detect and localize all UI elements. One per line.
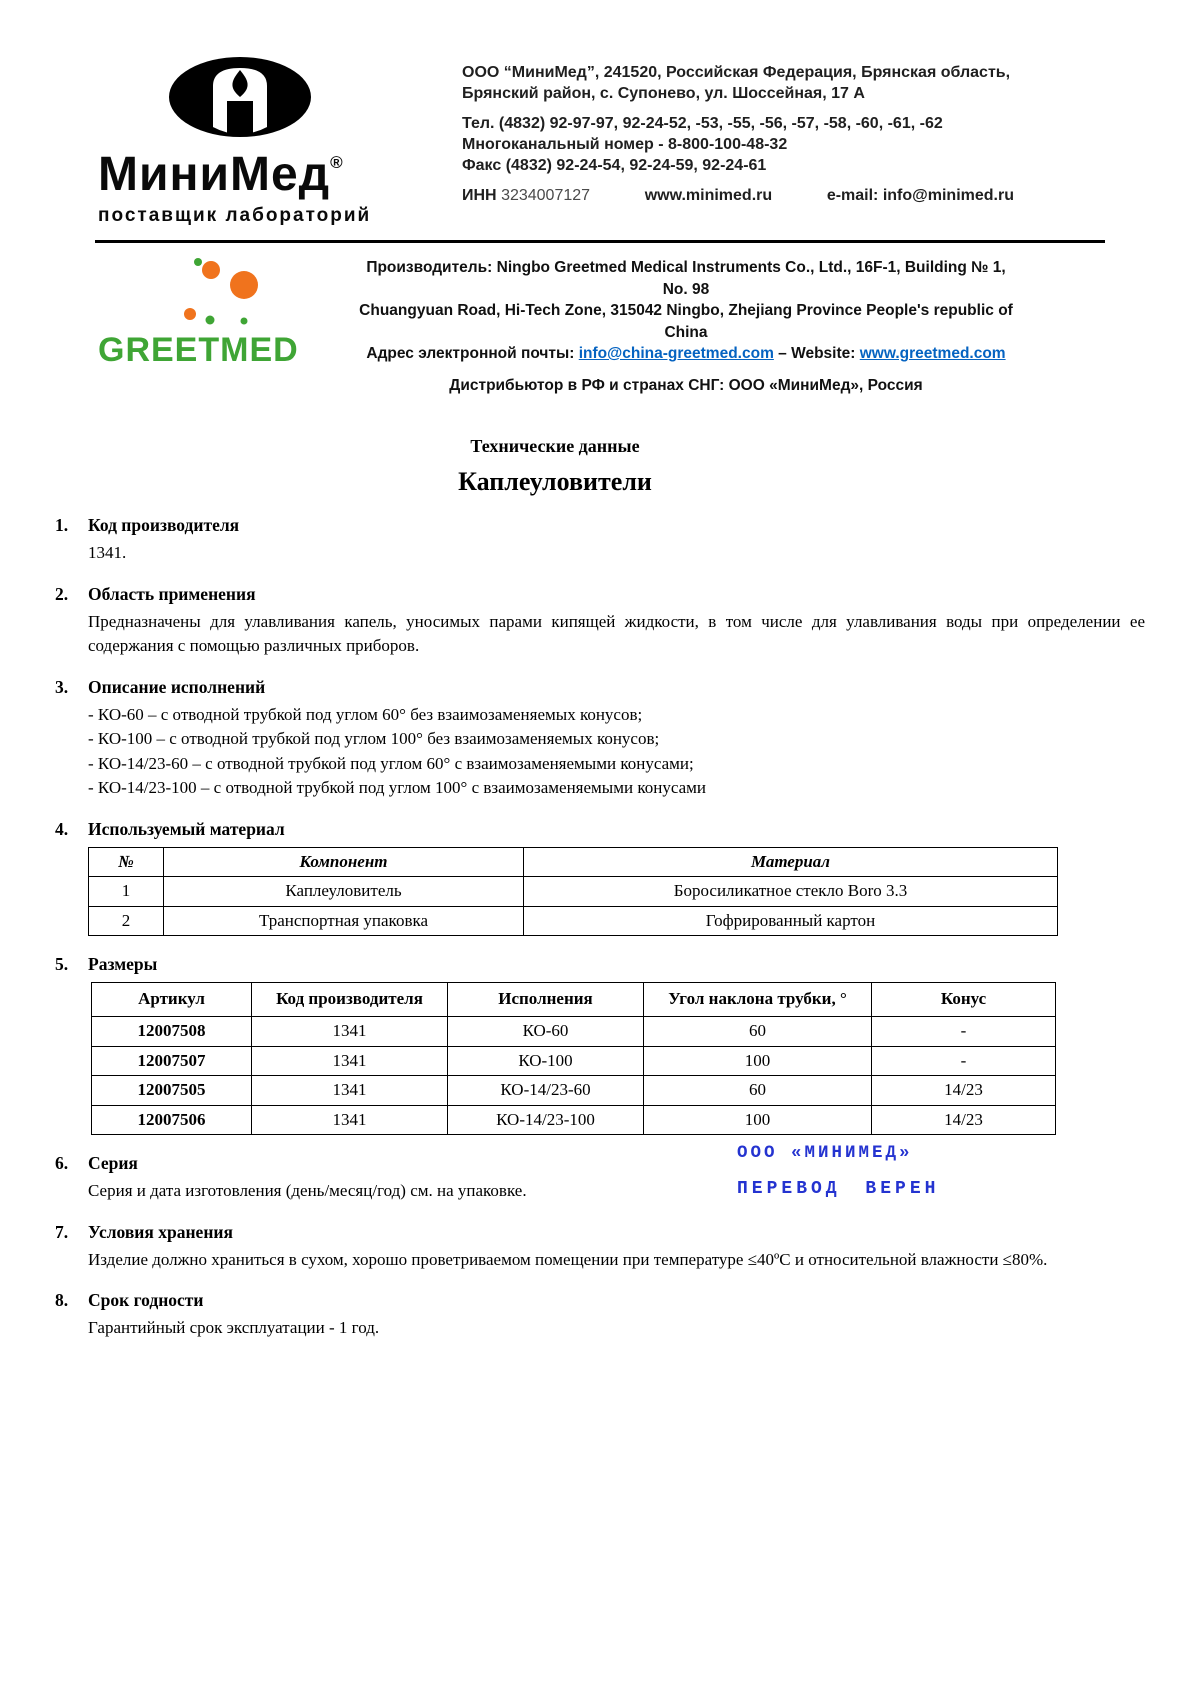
col-header-cone: Конус [872, 983, 1056, 1017]
table-header-row [89, 847, 1058, 877]
section-storage-conditions [55, 1220, 1145, 1273]
inn-site-email-row [462, 185, 1014, 206]
section-number: 7. [55, 1221, 69, 1242]
minimed-logo-text [98, 138, 408, 200]
section-application-area [55, 582, 1145, 659]
section-versions [55, 675, 1145, 801]
multichannel-line: Многоканальный номер - 8-800-100-48-32 [462, 136, 788, 153]
cell: 2 [89, 906, 164, 936]
col-header-article: Артикул [92, 983, 252, 1017]
cell: - [872, 1017, 1056, 1047]
cell: КО-14/23-100 [448, 1105, 644, 1135]
table-row [92, 1076, 1056, 1106]
section-heading [55, 675, 1145, 699]
table-header-row [92, 983, 1056, 1017]
section-shelf-life [55, 1288, 1145, 1341]
section-title: Условия хранения [88, 1221, 233, 1242]
col-header-tube-angle: Угол наклона трубки, ° [644, 983, 872, 1017]
section-sizes [55, 952, 1145, 1135]
sizes-table [91, 982, 1056, 1135]
cell: Каплеуловитель [164, 877, 524, 907]
section-heading [55, 1151, 1145, 1175]
manufacturer-info [354, 253, 1018, 396]
section-heading [55, 1220, 1145, 1244]
contact-block [462, 56, 1022, 227]
section-number: 6. [55, 1153, 69, 1173]
section-number: 8. [55, 1290, 69, 1310]
cell: 60 [644, 1017, 872, 1047]
cell: - [872, 1046, 1056, 1076]
section-series [55, 1143, 1145, 1204]
section-body [88, 982, 1145, 1135]
table-row [92, 1105, 1056, 1135]
minimed-website: www.minimed.ru [644, 187, 773, 204]
cell: КО-60 [448, 1017, 644, 1047]
minimed-email: e-mail: info@minimed.ru [826, 187, 1014, 204]
cell: 1341 [252, 1046, 448, 1076]
section-heading [55, 1288, 1145, 1312]
address-line-2: Брянский район, с. Супонево, ул. Шоссейная, 17 А [462, 85, 865, 102]
address-line-1: ООО “МиниМед”, 241520, Российская Федерация, Брянская область, [462, 64, 1011, 81]
inn-value: 3234007127 [501, 187, 591, 204]
section-number: 3. [55, 676, 69, 697]
table-row [92, 1046, 1056, 1076]
col-header-material: Материал [524, 847, 1058, 877]
cell: 60 [644, 1076, 872, 1106]
page-title: Каплеуловители [458, 467, 652, 496]
col-header-mfr-code: Код производителя [252, 983, 448, 1017]
table-row [89, 906, 1058, 936]
section-number: 5. [55, 954, 69, 974]
section-number: 4. [55, 818, 69, 839]
material-table [88, 847, 1058, 937]
section-body: Гарантийный срок эксплуатации - 1 год. [88, 1318, 380, 1337]
inn [462, 185, 590, 206]
stamp-translation-correct: ПЕРЕВОД ВЕРЕН [737, 1179, 940, 1199]
cell: 1341 [252, 1105, 448, 1135]
email-label: Адрес электронной почты: [366, 345, 575, 362]
manufacturer-line-1: Производитель: Ningbo Greetmed Medical Instruments Co., Ltd., 16F-1, Building № 1, No. 98 [366, 259, 1006, 298]
version-line: - КО-14/23-100 – с отводной трубкой под углом 100° с взаимозаменяемыми конусами [88, 778, 706, 797]
section-title: Размеры [88, 954, 158, 974]
greetmed-logo [98, 253, 354, 396]
section-heading [55, 952, 1145, 976]
section-title: Код производителя [88, 515, 240, 535]
table-row [89, 877, 1058, 907]
section-title: Серия [88, 1153, 138, 1173]
cell: 14/23 [872, 1076, 1056, 1106]
inn-label: ИНН [462, 187, 497, 204]
cell: 100 [644, 1105, 872, 1135]
minimed-logo [98, 56, 408, 227]
section-heading [55, 817, 1145, 841]
cell: 1 [89, 877, 164, 907]
section-title: Область применения [88, 583, 256, 604]
section-body [88, 703, 1145, 801]
table-row [92, 1017, 1056, 1047]
minimed-tagline: поставщик лабораторий [98, 205, 372, 226]
phone-line: Тел. (4832) 92-97-97, 92-24-52, -53, -55, -56, -57, -58, -60, -61, -62 [462, 115, 943, 132]
manufacturer-header [98, 253, 1200, 396]
registered-mark: ® [330, 153, 343, 172]
greetmed-email-link[interactable]: info@china-greetmed.com [578, 345, 774, 362]
cell: 100 [644, 1046, 872, 1076]
cell-article: 12007507 [92, 1046, 252, 1076]
cell: КО-100 [448, 1046, 644, 1076]
brand-name: МиниМед [98, 148, 331, 201]
cell: Гофрированный картон [524, 906, 1058, 936]
section-heading [55, 513, 1145, 537]
greetmed-dots-icon [98, 257, 354, 329]
version-line: - КО-60 – с отводной трубкой под углом 60° без взаимозаменяемых конусов; [88, 704, 643, 724]
fax-line: Факс (4832) 92-24-54, 92-24-59, 92-24-61 [462, 157, 767, 174]
section-title: Срок годности [88, 1290, 204, 1310]
section-title: Описание исполнений [88, 676, 266, 697]
manufacturer-contacts-line [354, 343, 1018, 365]
cell-article: 12007505 [92, 1076, 252, 1106]
cell: КО-14/23-60 [448, 1076, 644, 1106]
section-number: 2. [55, 583, 69, 604]
version-line: - КО-100 – с отводной трубкой под углом 100° без взаимозаменяемых конусов; [88, 729, 660, 748]
section-number: 1. [55, 515, 69, 535]
section-heading [55, 582, 1145, 606]
section-body: Серия и дата изготовления (день/месяц/год) см. на упаковке. [88, 1181, 527, 1200]
section-body: Предназначены для улавливания капель, уносимых парами кипящей жидкости, в том числе для улавливания воды при определении ее содержания с помощью различных приборов. [88, 611, 1145, 655]
col-header-version: Исполнения [448, 983, 644, 1017]
greetmed-website-link[interactable]: www.greetmed.com [859, 345, 1006, 362]
section-body: 1341. [88, 543, 127, 562]
section-manufacturer-code [55, 513, 1145, 566]
letterhead [0, 0, 1200, 227]
col-header-component: Компонент [164, 847, 524, 877]
stamp-company-name: ООО «МИНИМЕД» [737, 1143, 913, 1163]
greetmed-logo-text: GREETMED [98, 331, 299, 369]
section-body: Изделие должно храниться в сухом, хорошо проветриваемом помещении при температуре ≤40ºС и относительной влажности ≤80%. [88, 1249, 1048, 1269]
cell: 14/23 [872, 1105, 1056, 1135]
section-body [88, 847, 1145, 937]
section-title: Используемый материал [88, 818, 285, 839]
document-subtitle: Технические данные [470, 436, 640, 456]
col-header-number: № [89, 847, 164, 877]
header-divider [95, 240, 1105, 243]
manufacturer-line-2: Chuangyuan Road, Hi-Tech Zone, 315042 Ningbo, Zhejiang Province People's republic of China [359, 302, 1013, 341]
cell: 1341 [252, 1076, 448, 1106]
cell: Транспортная упаковка [164, 906, 524, 936]
section-material [55, 817, 1145, 937]
distributor-line: Дистрибьютор в РФ и странах СНГ: ООО «МиниМед», Россия [449, 376, 923, 394]
cell: Боросиликатное стекло Boro 3.3 [524, 877, 1058, 907]
version-line: - КО-14/23-60 – с отводной трубкой под углом 60° с взаимозаменяемыми конусами; [88, 753, 694, 773]
translation-stamp [737, 1143, 939, 1199]
cell-article: 12007508 [92, 1017, 252, 1047]
website-separator: – Website: [778, 345, 856, 362]
cell: 1341 [252, 1017, 448, 1047]
cell-article: 12007506 [92, 1105, 252, 1135]
candle-icon [168, 56, 313, 138]
